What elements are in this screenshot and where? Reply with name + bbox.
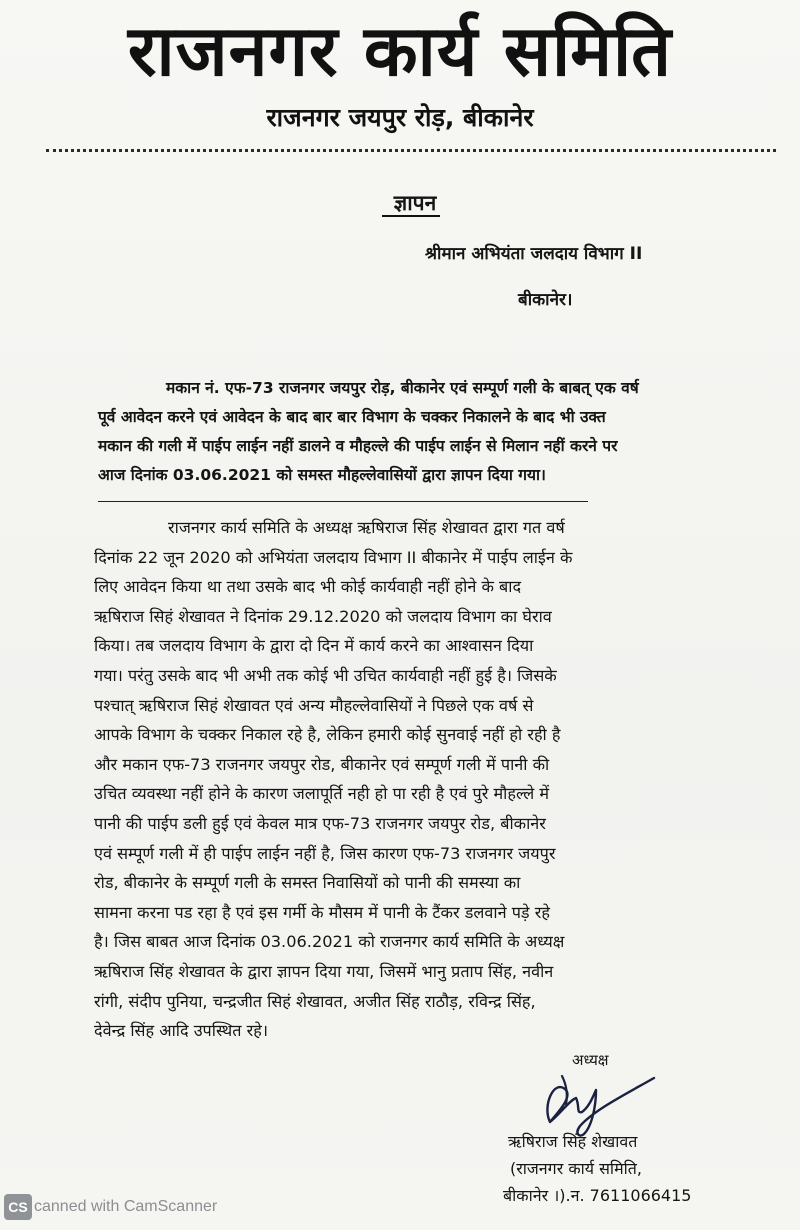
memorandum-heading: ज्ञापन — [393, 191, 437, 215]
subject-line: पूर्व आवेदन करने एवं आवेदन के बाद बार बार विभाग के चक्कर निकालने के बाद भी उक्त — [98, 408, 606, 426]
body-line: दिनांक 22 जून 2020 को अभियंता जलदाय विभाग II बीकानेर में पाईप लाईन के — [94, 547, 573, 567]
subject-line: मकान की गली में पाईप लाईन नहीं डालने व मौहल्ले की पाईप लाईन से मिलान नहीं करने पर — [98, 437, 618, 455]
body-line: रोड, बीकानेर के सम्पूर्ण गली के समस्त निवासियों को पानी की समस्या का — [94, 873, 521, 893]
letterhead-title: राजनगर कार्य समिति — [127, 10, 673, 92]
signatory-title: अध्यक्ष — [572, 1051, 609, 1069]
body-line: किया। तब जलदाय विभाग के द्वारा दो दिन में कार्य करने का आश्वासन दिया — [94, 636, 534, 656]
body-line: गया। परंतु उसके बाद भी अभी तक कोई भी उचित कार्यवाही नहीं हुई है। जिसके — [94, 665, 557, 685]
body-line: रांगी, संदीप पुनिया, चन्द्रजीत सिहं शेखावत, अजीत सिंह राठौड़, रविन्द्र सिंह, — [94, 991, 536, 1011]
body-line: पानी की पाईप डली हुई एवं केवल मात्र एफ-73 राजनगर जयपुर रोड, बीकानेर — [94, 813, 546, 833]
handwritten-signature — [536, 1060, 666, 1140]
watermark-text: canned with CamScanner — [34, 1198, 218, 1215]
signatory-name: ऋषिराज सिंह शेखावत — [508, 1132, 638, 1151]
subject-paragraph — [98, 374, 738, 490]
camscanner-watermark — [4, 1193, 217, 1221]
body-line: आपके विभाग के चक्कर निकाल रहे है, लेकिन हमारी कोई सुनवाई नहीं हो रही है — [94, 725, 561, 745]
subject-line: आज दिनांक 03.06.2021 को समस्त मौहल्लेवासियों द्वारा ज्ञापन दिया गया। — [98, 466, 546, 484]
letterhead-divider — [46, 149, 776, 152]
body-line: और मकान एफ-73 राजनगर जयपुर रोड, बीकानेर एवं सम्पूर्ण गली में पानी की — [94, 754, 550, 774]
addressee-city: बीकानेर। — [518, 290, 573, 310]
subject-line: मकान नं. एफ-73 राजनगर जयपुर रोड़, बीकानेर एवं सम्पूर्ण गली के बाबत् एक वर्ष — [166, 379, 639, 397]
body-line: है। जिस बाबत आज दिनांक 03.06.2021 को राजनगर कार्य समिति के अध्यक्ष — [94, 932, 565, 952]
letterhead-address: राजनगर जयपुर रोड़, बीकानेर — [266, 103, 534, 132]
signatory-contact: बीकानेर ।).न. 7611066415 — [503, 1186, 692, 1205]
subject-underline — [98, 501, 588, 502]
signatory-organization: (राजनगर कार्य समिति, — [510, 1159, 642, 1178]
body-line: ऋषिराज सिंह शेखावत के द्वारा ज्ञापन दिया गया, जिसमें भानु प्रताप सिंह, नवीन — [94, 961, 554, 981]
addressee-line: श्रीमान अभियंता जलदाय विभाग II — [425, 244, 643, 264]
body-line: पश्चात् ऋषिराज सिहं शेखावत एवं अन्य मौहल्लेवासियों ने पिछले एक वर्ष से — [94, 695, 534, 715]
body-line: ऋषिराज सिहं शेखावत ने दिनांक 29.12.2020 को जलदाय विभाग का घेराव — [94, 606, 552, 626]
body-line: उचित व्यवस्था नहीं होने के कारण जलापूर्ति नही हो पा रही है एवं पुरे मौहल्ले में — [94, 784, 550, 804]
body-line: सामना करना पड रहा है एवं इस गर्मी के मौसम में पानी के टैंकर डलवाने पड़े रहे — [94, 902, 550, 922]
body-paragraph — [94, 513, 716, 1046]
heading-underline — [382, 215, 440, 217]
camscanner-logo-icon: CS — [4, 1194, 32, 1220]
body-line: राजनगर कार्य समिति के अध्यक्ष ऋषिराज सिंह शेखावत द्वारा गत वर्ष — [168, 518, 565, 537]
body-line: देवेन्द्र सिंह आदि उपस्थित रहे। — [94, 1021, 268, 1041]
body-line: लिए आवेदन किया था तथा उसके बाद भी कोई कार्यवाही नहीं होने के बाद — [94, 577, 522, 597]
body-line: एवं सम्पूर्ण गली में ही पाईप लाईन नहीं है, जिस कारण एफ-73 राजनगर जयपुर — [94, 843, 556, 863]
